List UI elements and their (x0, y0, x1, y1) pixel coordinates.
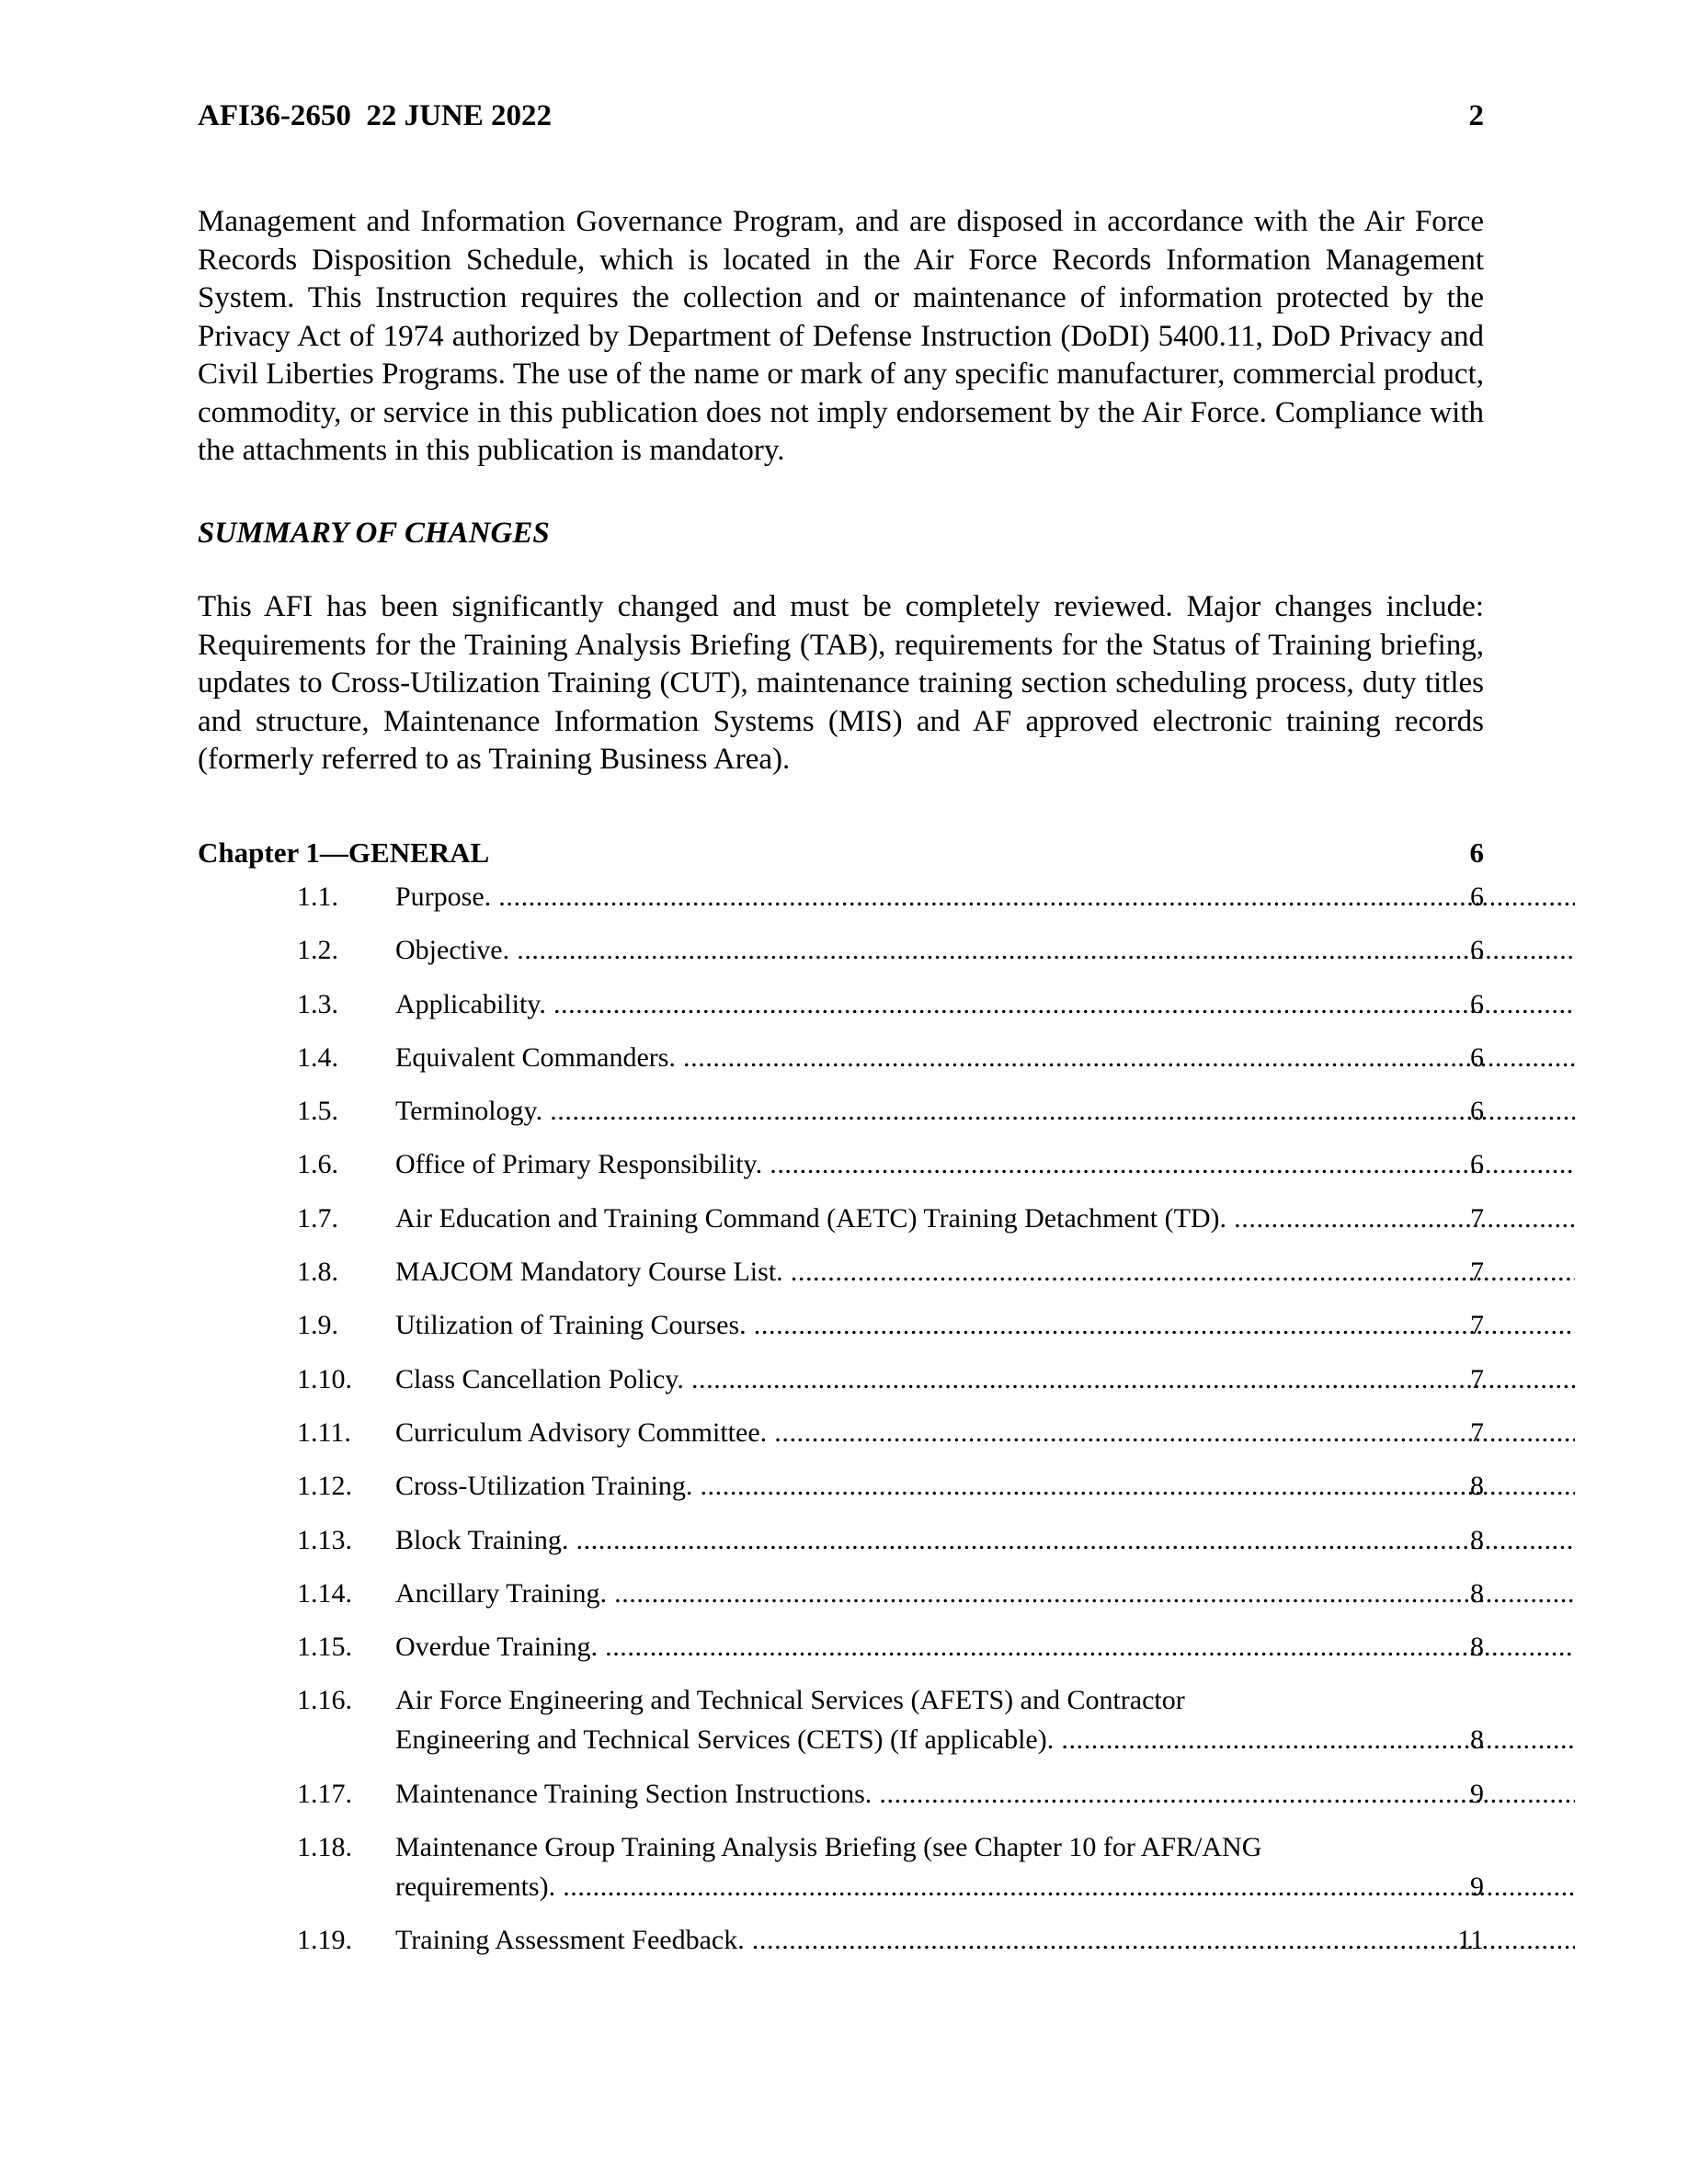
toc-entry-page: 8 (1470, 1632, 1484, 1663)
toc-entry-number: 1.13. (297, 1524, 352, 1555)
toc-entry-1-13[interactable] (198, 1520, 1484, 1560)
toc-entry-number: 1.14. (297, 1577, 352, 1609)
toc-entry-number: 1.8. (297, 1257, 338, 1288)
toc-entry-page: 9 (1470, 1871, 1484, 1903)
toc-entry-1-12[interactable] (198, 1466, 1484, 1506)
toc-entry-page: 8 (1470, 1724, 1484, 1756)
toc-entry-page: 6 (1470, 935, 1484, 966)
page-number: 2 (1468, 99, 1484, 132)
toc-entry-number: 1.9. (297, 1310, 338, 1341)
toc-entry-title-line2: Engineering and Technical Services (CETS) (If applicable). ..... (395, 1720, 1575, 1759)
toc-entry-number: 1.19. (297, 1925, 352, 1956)
toc-entry-title: Class Cancellation Policy. ..... (395, 1359, 1575, 1399)
toc-entry-1-18[interactable] (198, 1827, 1484, 1906)
toc-entry-number: 1.5. (297, 1096, 338, 1127)
toc-entry-title: Curriculum Advisory Committee. ..... (395, 1413, 1575, 1452)
toc-entry-title: Air Education and Training Command (AETC) Training Detachment (TD). ..... (395, 1199, 1575, 1238)
page-header (198, 99, 1484, 140)
toc-entry-page: 6 (1470, 988, 1484, 1019)
toc-entry-page: 8 (1470, 1524, 1484, 1555)
toc-entry-title: Maintenance Training Section Instructions. ..... (395, 1774, 1575, 1814)
toc-entry-page: 6 (1470, 882, 1484, 912)
toc-chapter-page: 6 (1469, 836, 1484, 869)
toc-entry-1-19[interactable] (198, 1920, 1484, 1960)
toc-entry-1-16[interactable] (198, 1680, 1484, 1759)
toc-chapter-row[interactable] (198, 836, 1484, 877)
toc-entry-title-line1: Air Force Engineering and Technical Services (AFETS) and Contractor (395, 1685, 1185, 1716)
toc-entry-title: Block Training. ..... (395, 1520, 1575, 1560)
toc-entry-page: 9 (1470, 1778, 1484, 1809)
intro-paragraph: Management and Information Governance Program, and are disposed in accordance with the Air Force Records Disposition Schedule, which is located in the Air Force Records Information Management System. This Instruction requires the collection and or maintenance of information protected by the Privacy Act of 1974 authorized by Department of Defense Instruction (DoDI) 5400.11, DoD Privacy and Civil Liberties Programs. The use of the name or mark of any specific manufacturer, commercial product, commodity, or service in this publication does not imply endorsement by the Air Force. Compliance with the attachments in this publication is mandatory. (198, 205, 1484, 467)
toc-entry-number: 1.18. (297, 1832, 352, 1863)
toc-entry-1-5[interactable] (198, 1091, 1484, 1131)
toc-entry-page: 6 (1470, 1096, 1484, 1127)
toc-entry-page: 6 (1470, 1149, 1484, 1180)
toc-entry-page: 6 (1470, 1041, 1484, 1073)
toc-entry-page: 8 (1470, 1577, 1484, 1609)
toc-entry-page: 7 (1470, 1202, 1484, 1234)
toc-entry-page: 7 (1470, 1416, 1484, 1448)
toc-entry-1-10[interactable] (198, 1359, 1484, 1399)
toc-entry-number: 1.7. (297, 1202, 338, 1234)
toc-entry-number: 1.12. (297, 1471, 352, 1502)
toc-entry-page: 7 (1470, 1363, 1484, 1394)
toc-entry-1-4[interactable] (198, 1038, 1484, 1077)
toc-entry-title-line1: Maintenance Group Training Analysis Briefing (see Chapter 10 for AFR/ANG (395, 1832, 1262, 1863)
toc-entry-number: 1.16. (297, 1685, 352, 1716)
toc-entry-page: 11 (1457, 1925, 1484, 1956)
toc-entry-title: MAJCOM Mandatory Course List. ..... (395, 1252, 1575, 1291)
toc-entry-number: 1.17. (297, 1778, 352, 1809)
toc-entry-title: Overdue Training. ..... (395, 1627, 1575, 1666)
toc-entry-number: 1.2. (297, 935, 338, 966)
toc-entry-1-14[interactable] (198, 1574, 1484, 1613)
toc-entry-page: 8 (1470, 1471, 1484, 1502)
toc-entry-1-17[interactable] (198, 1774, 1484, 1814)
toc-entry-number: 1.4. (297, 1041, 338, 1073)
toc-entry-1-2[interactable] (198, 930, 1484, 970)
toc-entry-number: 1.10. (297, 1363, 352, 1394)
toc-entry-number: 1.15. (297, 1632, 352, 1663)
table-of-contents (198, 836, 1484, 1974)
toc-entry-1-8[interactable] (198, 1252, 1484, 1291)
toc-entry-1-9[interactable] (198, 1305, 1484, 1345)
toc-entry-title: Terminology. ..... (395, 1091, 1575, 1131)
toc-list (198, 877, 1484, 1960)
toc-entry-title: Purpose. ..... (395, 877, 1575, 916)
toc-entry-title: Applicability. ..... (395, 984, 1575, 1024)
toc-entry-title: Cross-Utilization Training. ..... (395, 1466, 1575, 1506)
toc-entry-1-7[interactable] (198, 1199, 1484, 1238)
summary-text: This AFI has been significantly changed and must be completely reviewed. Major changes include: Requirements for the Training Analysis Briefing (TAB), requirements for the Status of Training briefing, updates to Cross-Utilization Training (CUT), maintenance training section scheduling process, duty titles and structure, Maintenance Information Systems (MIS) and AF approved electronic training records (formerly referred to as Training Business Area). (198, 590, 1484, 776)
toc-entry-number: 1.6. (297, 1149, 338, 1180)
toc-entry-title: Training Assessment Feedback. ..... (395, 1920, 1575, 1960)
toc-entry-page: 7 (1470, 1257, 1484, 1288)
toc-entry-title: Office of Primary Responsibility. ..... (395, 1144, 1575, 1184)
toc-entry-title: Utilization of Training Courses. ..... (395, 1305, 1575, 1345)
toc-entry-number: 1.11. (297, 1416, 351, 1448)
toc-entry-page: 7 (1470, 1310, 1484, 1341)
toc-entry-number: 1.3. (297, 988, 338, 1019)
toc-entry-title: Objective. ..... (395, 930, 1575, 970)
summary-heading: SUMMARY OF CHANGES (198, 517, 550, 550)
toc-entry-1-15[interactable] (198, 1627, 1484, 1666)
toc-entry-number: 1.1. (297, 882, 338, 912)
toc-chapter-title: Chapter 1—GENERAL (198, 836, 490, 869)
toc-entry-1-3[interactable] (198, 984, 1484, 1024)
toc-entry-1-1[interactable] (198, 877, 1484, 916)
toc-entry-1-11[interactable] (198, 1413, 1484, 1452)
toc-entry-title: Equivalent Commanders. ..... (395, 1038, 1575, 1077)
toc-entry-1-6[interactable] (198, 1144, 1484, 1184)
toc-entry-title-line2: requirements). ..... (395, 1867, 1575, 1906)
toc-entry-title: Ancillary Training. ..... (395, 1574, 1575, 1613)
document-id: AFI36-2650 22 JUNE 2022 (198, 99, 552, 132)
